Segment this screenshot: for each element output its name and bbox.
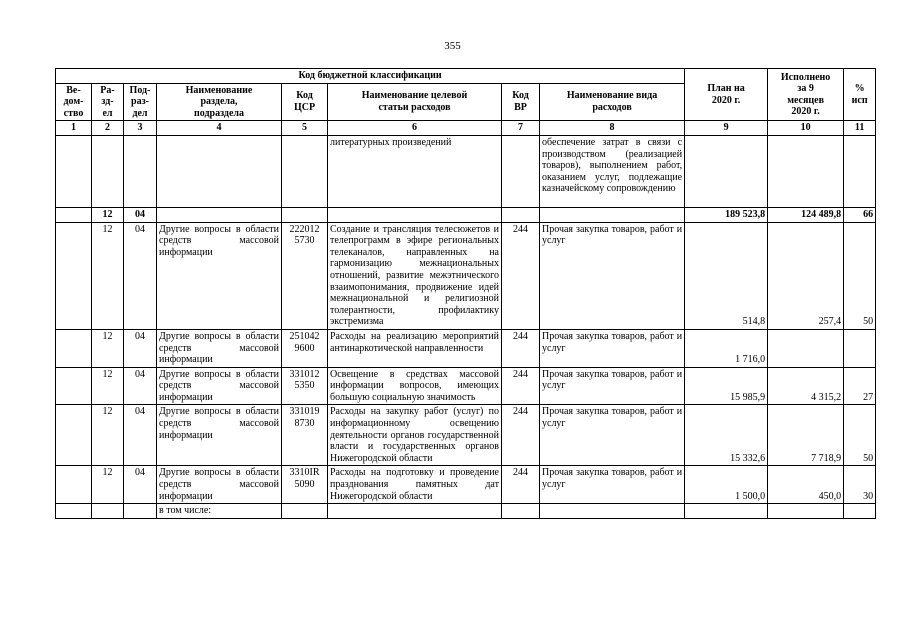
table-cell-empty	[768, 135, 844, 207]
table-cell-percent	[844, 329, 876, 367]
table-cell-podrazdel: 04	[124, 405, 157, 466]
table-cell-podrazdel: 04	[124, 222, 157, 329]
table-cell-target-name: литературных произведений	[328, 135, 502, 207]
table-cell-target-name: Создание и трансляция телесюжетов и телепрограмм в эфире региональных телеканалов, направленных на гармонизацию межнациональных отношений, развитие межэтнического взаимопонимания, продвижение идей межнациональной и религиозной толерантности, профилактику экстремизма	[328, 222, 502, 329]
column-number: 10	[768, 121, 844, 136]
table-cell-csr: 3310IR 5090	[282, 466, 328, 504]
header-plan: План на 2020 г.	[685, 69, 768, 121]
table-cell-target-name: Освещение в средствах массовой информации вопросов, имеющих большую социальную значимость	[328, 367, 502, 405]
table-row	[56, 367, 876, 405]
table-cell-plan: 514,8	[685, 222, 768, 329]
table-cell-podrazdel: 04	[124, 329, 157, 367]
table-cell-fact: 450,0	[768, 466, 844, 504]
table-cell-section-name: Другие вопросы в области средств массовой информации	[157, 367, 282, 405]
table-cell-empty	[844, 504, 876, 519]
table-cell-razdel: 12	[92, 329, 124, 367]
table-cell-percent: 66	[844, 207, 876, 222]
table-cell-plan: 189 523,8	[685, 207, 768, 222]
table-cell-target-name: Расходы на закупку работ (услуг) по информационному освещению деятельности органов государственной власти и государственных органов Нижегородской области	[328, 405, 502, 466]
table-cell-empty	[502, 135, 540, 207]
table-cell-csr: 331019 8730	[282, 405, 328, 466]
table-body	[56, 135, 876, 518]
table-cell-csr: 331012 5350	[282, 367, 328, 405]
table-cell-podrazdel: 04	[124, 207, 157, 222]
table-row-continuation	[56, 135, 876, 207]
header-csr: Код ЦСР	[282, 83, 328, 121]
table-cell-fact	[768, 329, 844, 367]
table-cell-vedomstvo	[56, 367, 92, 405]
table-cell-empty	[282, 135, 328, 207]
table-cell-empty	[282, 207, 328, 222]
header-podrazdel: Под- раз- дел	[124, 83, 157, 121]
table-row	[56, 405, 876, 466]
table-cell-vr: 244	[502, 466, 540, 504]
table-cell-percent: 50	[844, 222, 876, 329]
table-row	[56, 466, 876, 504]
table-cell-plan: 15 985,9	[685, 367, 768, 405]
table-cell-empty	[328, 207, 502, 222]
table-cell-section-name: Другие вопросы в области средств массовой информации	[157, 329, 282, 367]
header-razdel: Ра- зд- ел	[92, 83, 124, 121]
table-cell-empty	[502, 504, 540, 519]
table-cell-target-name: Расходы на реализацию мероприятий антинаркотической направленности	[328, 329, 502, 367]
table-cell-fact: 124 489,8	[768, 207, 844, 222]
table-cell-expense-name: Прочая закупка товаров, работ и услуг	[540, 329, 685, 367]
table-cell-empty	[56, 207, 92, 222]
table-cell-vr: 244	[502, 329, 540, 367]
table-cell-csr: 222012 5730	[282, 222, 328, 329]
page-number: 355	[444, 40, 461, 52]
column-number: 9	[685, 121, 768, 136]
column-number: 11	[844, 121, 876, 136]
table-cell-empty	[124, 504, 157, 519]
table-cell-empty	[157, 135, 282, 207]
table-cell-podrazdel: 04	[124, 367, 157, 405]
table-cell-vr: 244	[502, 367, 540, 405]
table-cell-vedomstvo	[56, 405, 92, 466]
header-group-row	[56, 69, 876, 84]
table-cell-empty	[157, 207, 282, 222]
table-row-footer	[56, 504, 876, 519]
header-percent: % исп	[844, 69, 876, 121]
column-number: 8	[540, 121, 685, 136]
table-cell-empty	[502, 207, 540, 222]
table-cell-plan: 1 500,0	[685, 466, 768, 504]
table-cell-empty	[685, 135, 768, 207]
column-numbers-row	[56, 121, 876, 136]
column-number: 1	[56, 121, 92, 136]
table-cell-fact: 7 718,9	[768, 405, 844, 466]
column-number: 7	[502, 121, 540, 136]
table-cell-razdel: 12	[92, 466, 124, 504]
table-cell-percent: 30	[844, 466, 876, 504]
table-cell-empty	[282, 504, 328, 519]
table-cell-fact: 257,4	[768, 222, 844, 329]
table-cell-section-name: Другие вопросы в области средств массовой информации	[157, 405, 282, 466]
table-cell-razdel: 12	[92, 207, 124, 222]
table-cell-target-name: Расходы на подготовку и проведение празднования памятных дат Нижегородской области	[328, 466, 502, 504]
table-cell-section-name: Другие вопросы в области средств массовой информации	[157, 466, 282, 504]
table-cell-fact: 4 315,2	[768, 367, 844, 405]
table-cell-empty	[56, 135, 92, 207]
table-cell-empty	[685, 504, 768, 519]
table-cell-section-name: в том числе:	[157, 504, 282, 519]
column-number: 3	[124, 121, 157, 136]
table-cell-podrazdel: 04	[124, 466, 157, 504]
budget-table	[55, 68, 876, 519]
table-cell-vr: 244	[502, 405, 540, 466]
table-cell-empty	[328, 504, 502, 519]
header-vedomstvo: Ве- дом- ство	[56, 83, 92, 121]
table-cell-expense-name: Прочая закупка товаров, работ и услуг	[540, 222, 685, 329]
table-row	[56, 329, 876, 367]
table-cell-empty	[540, 207, 685, 222]
table-cell-csr: 251042 9600	[282, 329, 328, 367]
table-cell-vedomstvo	[56, 466, 92, 504]
column-number: 6	[328, 121, 502, 136]
table-row-subtotal	[56, 207, 876, 222]
table-cell-empty	[124, 135, 157, 207]
table-cell-percent: 27	[844, 367, 876, 405]
table-cell-razdel: 12	[92, 222, 124, 329]
table-cell-empty	[768, 504, 844, 519]
table-cell-vr: 244	[502, 222, 540, 329]
table-cell-expense-name: Прочая закупка товаров, работ и услуг	[540, 405, 685, 466]
table-cell-vedomstvo	[56, 329, 92, 367]
table-cell-expense-name: Прочая закупка товаров, работ и услуг	[540, 466, 685, 504]
table-cell-empty	[56, 504, 92, 519]
table-cell-percent: 50	[844, 405, 876, 466]
table-cell-razdel: 12	[92, 405, 124, 466]
column-number: 4	[157, 121, 282, 136]
table-cell-expense-name: обеспечение затрат в связи с производством (реализацией товаров), выполнением работ, оказанием услуг, подлежащие казначейскому сопровождению	[540, 135, 685, 207]
column-number: 2	[92, 121, 124, 136]
header-expense-name: Наименование вида расходов	[540, 83, 685, 121]
header-target-name: Наименование целевой статьи расходов	[328, 83, 502, 121]
table-cell-vedomstvo	[56, 222, 92, 329]
header-budget-classification: Код бюджетной классификации	[56, 69, 685, 84]
table-cell-section-name: Другие вопросы в области средств массовой информации	[157, 222, 282, 329]
header-section-name: Наименование раздела, подраздела	[157, 83, 282, 121]
table-cell-empty	[92, 504, 124, 519]
table-row	[56, 222, 876, 329]
table-cell-empty	[540, 504, 685, 519]
column-number: 5	[282, 121, 328, 136]
header-vr: Код ВР	[502, 83, 540, 121]
table-cell-plan: 15 332,6	[685, 405, 768, 466]
table-cell-plan: 1 716,0	[685, 329, 768, 367]
table-cell-empty	[92, 135, 124, 207]
table-cell-expense-name: Прочая закупка товаров, работ и услуг	[540, 367, 685, 405]
table-cell-empty	[844, 135, 876, 207]
header-fact: Исполнено за 9 месяцев 2020 г.	[768, 69, 844, 121]
table-cell-razdel: 12	[92, 367, 124, 405]
